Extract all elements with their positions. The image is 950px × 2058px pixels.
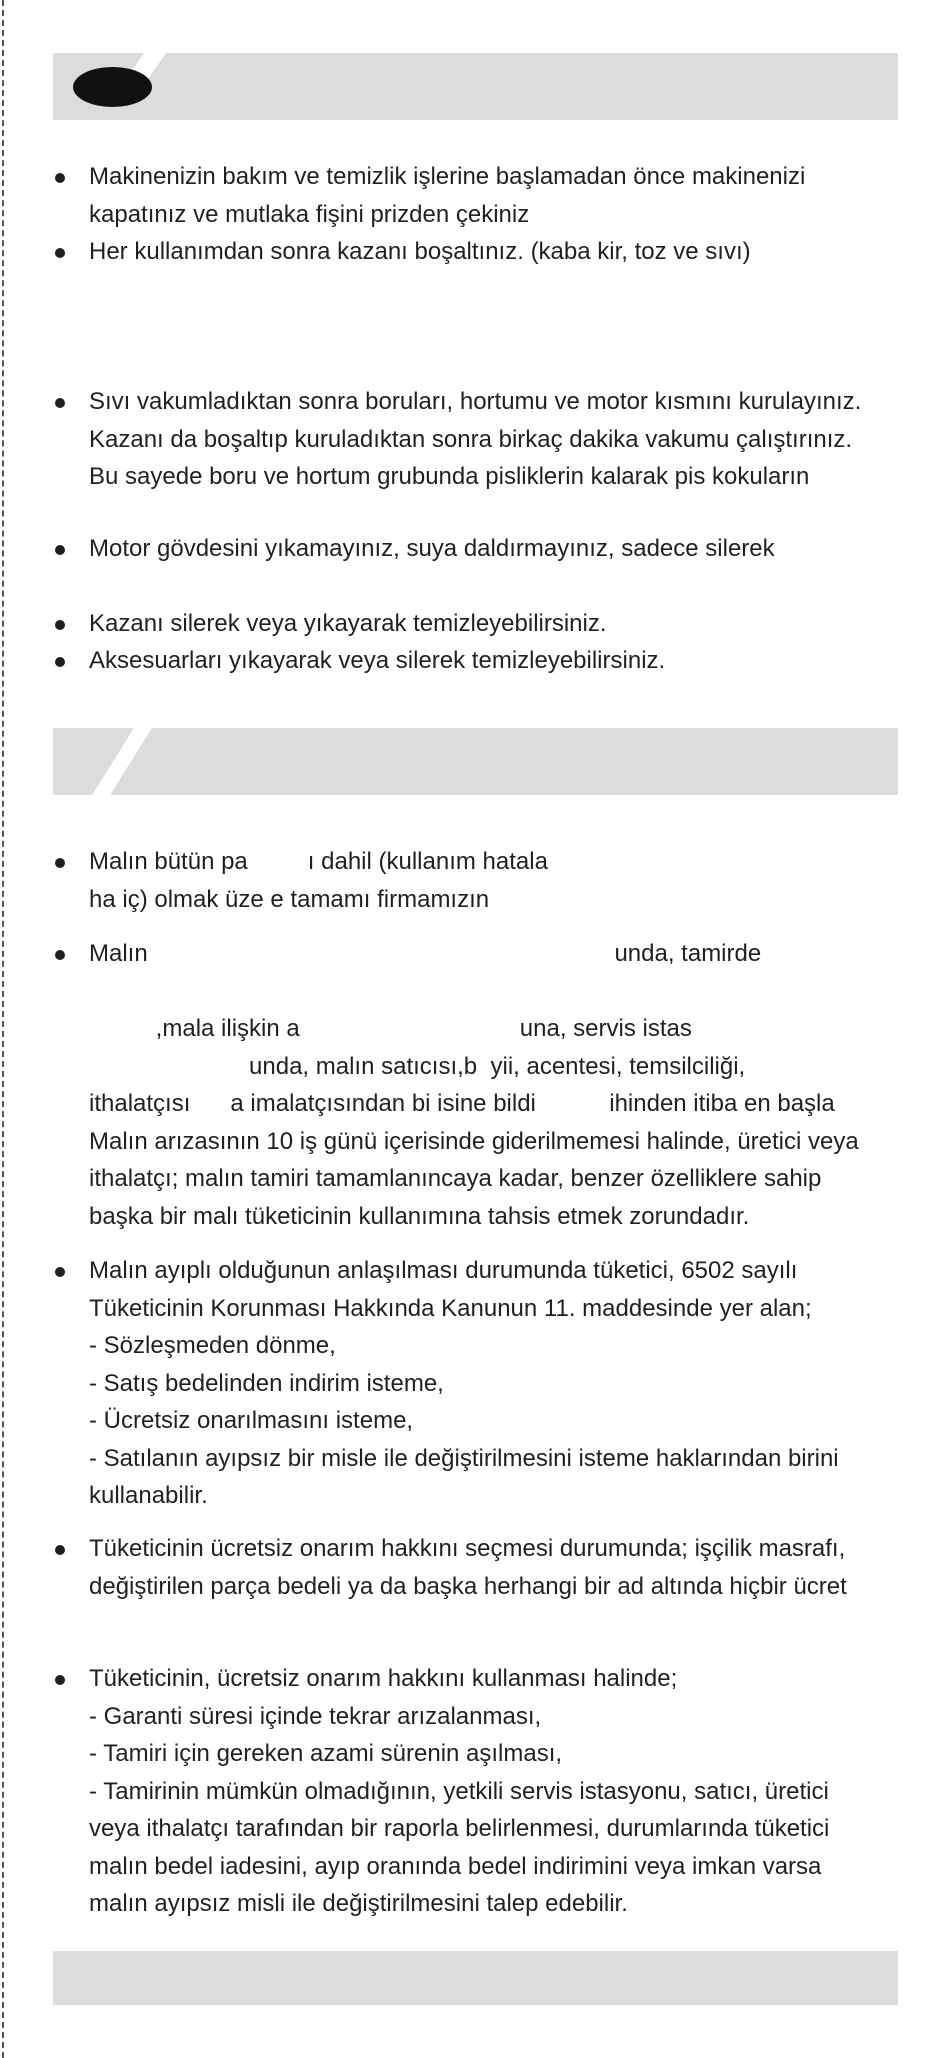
item-line: başka bir malı tüketicinin kullanımına tahsis etmek zorundadır.	[89, 1202, 750, 1230]
maintenance-item	[89, 530, 909, 568]
bullet-dot	[55, 545, 65, 555]
item-line: Aksesuarları yıkayarak veya silerek temizleyebilirsiniz.	[89, 647, 666, 674]
item-line: ithalatçı; malın tamiri tamamlanıncaya kadar, benzer özelliklere sahip	[89, 1165, 822, 1192]
item-line: Kazanı silerek veya yıkayarak temizleyebilirsiniz.	[89, 610, 607, 637]
maintenance-item	[89, 233, 909, 271]
bullet-dot	[55, 173, 65, 183]
item-line: - Tamirinin mümkün olmadığının, yetkili servis istasyonu, satıcı, üretici	[89, 1777, 829, 1805]
warranty-item	[89, 1252, 909, 1515]
item-line: - Sözleşmeden dönme,	[89, 1332, 336, 1359]
maintenance-item	[89, 642, 909, 680]
warranty-item	[89, 843, 909, 918]
item-line: - Garanti süresi içinde tekrar arızalanması,	[89, 1702, 542, 1730]
item-line: Malın arızasının 10 iş günü içerisinde giderilmemesi halinde, üretici veya	[89, 1127, 859, 1155]
maintenance-item	[89, 605, 909, 643]
item-line: ithalatçısı a imalatçısından bi isine bildi ihinden itiba en başla	[89, 1090, 835, 1117]
item-line: unda, malın satıcısı,b yii, acentesi, temsilciliği,	[89, 1052, 746, 1080]
warranty-item	[89, 1660, 909, 1923]
bullet-dot	[55, 620, 65, 630]
bullet-dot	[55, 950, 65, 960]
item-line: Makinenizin bakım ve temizlik işlerine başlamadan önce makinenizi	[89, 163, 806, 190]
item-line: Her kullanımdan sonra kazanı boşaltınız. (kaba kir, toz ve sıvı)	[89, 238, 751, 265]
warranty-item	[89, 935, 909, 1235]
item-line: ,mala ilişkin a una, servis istas	[89, 1015, 692, 1042]
item-line: malın bedel iadesini, ayıp oranında bedel indirimini veya imkan varsa	[89, 1852, 822, 1880]
maintenance-item	[89, 383, 909, 496]
bullet-dot	[55, 398, 65, 408]
item-line: Malın unda, tamirde	[89, 940, 762, 967]
item-line: ha iç) olmak üze e tamamı firmamızın	[89, 885, 490, 913]
item-line: - Tamiri için gereken azami sürenin aşılması,	[89, 1740, 563, 1767]
bullet-dot	[55, 858, 65, 868]
bullet-dot	[55, 1267, 65, 1277]
item-line: Tüketicinin, ücretsiz onarım hakkını kullanması halinde;	[89, 1665, 678, 1692]
bullet-dot	[55, 1675, 65, 1685]
maintenance-item	[89, 158, 909, 233]
item-line: veya ithalatçı tarafından bir raporla belirlenmesi, durumlarında tüketici	[89, 1815, 830, 1842]
item-line: - Satış bedelinden indirim isteme,	[89, 1369, 444, 1397]
item-line: - Satılanın ayıpsız bir misle ile değiştirilmesini isteme haklarından birini	[89, 1444, 839, 1472]
item-line: Malın ayıplı olduğunun anlaşılması durumunda tüketici, 6502 sayılı	[89, 1257, 798, 1284]
item-line: Sıvı vakumladıktan sonra boruları, hortumu ve motor kısmını kurulayınız.	[89, 388, 862, 415]
item-line: malın ayıpsız misli ile değiştirilmesini talep edebilir.	[89, 1890, 628, 1917]
bullet-dot	[55, 1545, 65, 1555]
item-line	[89, 973, 909, 1011]
item-line: Tüketicinin ücretsiz onarım hakkını seçmesi durumunda; işçilik masrafı,	[89, 1535, 846, 1562]
item-line: değiştirilen parça bedeli ya da başka herhangi bir ad altında hiçbir ücret	[89, 1572, 847, 1600]
item-line: Tüketicinin Korunması Hakkında Kanunun 11. maddesinde yer alan;	[89, 1294, 812, 1322]
item-line: kullanabilir.	[89, 1482, 208, 1509]
item-line: kapatınız ve mutlaka fişini prizden çekiniz	[89, 200, 530, 228]
item-line: Kazanı da boşaltıp kuruladıktan sonra birkaç dakika vakumu çalıştırınız.	[89, 425, 853, 453]
warranty-item	[89, 1530, 909, 1605]
bullet-dot	[55, 248, 65, 258]
item-line: - Ücretsiz onarılmasını isteme,	[89, 1407, 414, 1434]
item-line: Malın bütün pa ı dahil (kullanım hatala	[89, 848, 548, 875]
bullet-dot	[55, 657, 65, 667]
item-line: Motor gövdesini yıkamayınız, suya daldırmayınız, sadece silerek	[89, 535, 775, 562]
item-line: Bu sayede boru ve hortum grubunda pisliklerin kalarak pis kokuların	[89, 463, 810, 490]
